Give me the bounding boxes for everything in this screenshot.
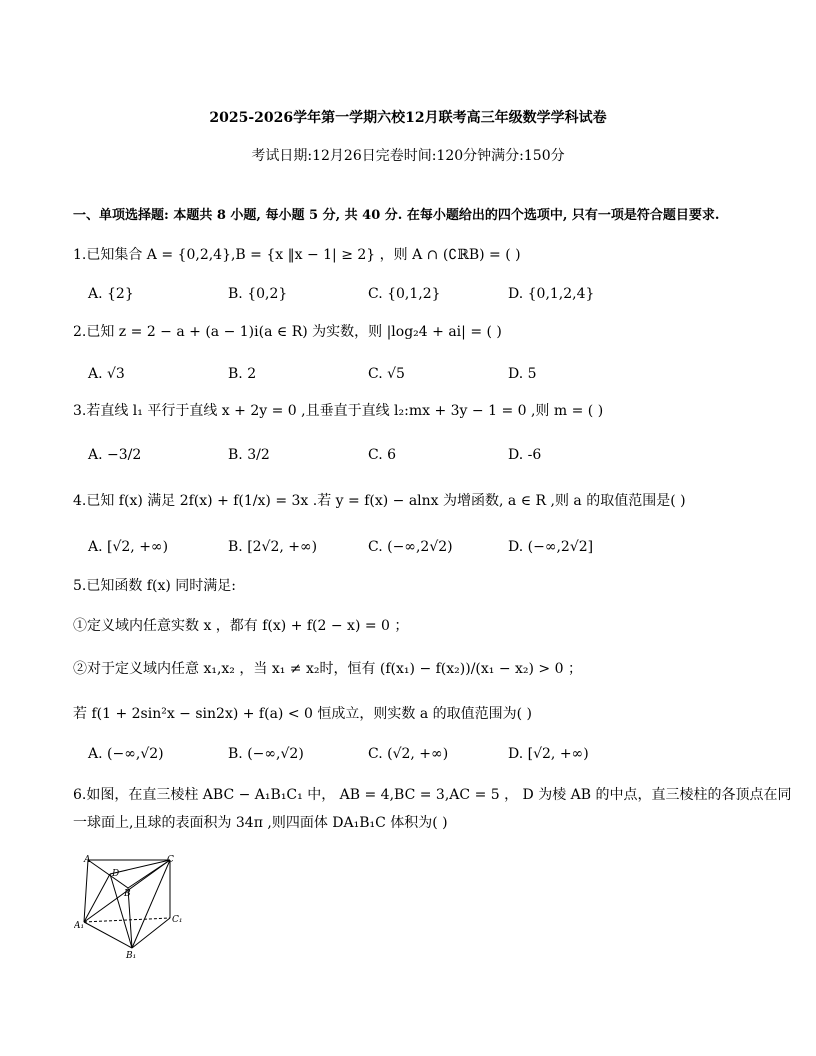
label-d: D bbox=[112, 869, 120, 879]
question-3-stem: 3.若直线 l₁ 平行于直线 x + 2y = 0 ,且垂直于直线 l₂:mx + 3y − 1 = 0 ,则 m = ( ) bbox=[73, 403, 604, 419]
q2-option-b: B. 2 bbox=[228, 366, 257, 382]
exam-subtitle: 考试日期:12月26日完卷时间:120分钟满分:150分 bbox=[251, 148, 565, 164]
label-a: A bbox=[84, 855, 91, 865]
q2-option-a: A. √3 bbox=[88, 366, 125, 382]
q1-option-a: A. {2} bbox=[88, 286, 134, 302]
q5-condition-2: ②对于定义域内任意 x₁,x₂ ，当 x₁ ≠ x₂时，恒有 (f(x₁) − f(x₂))/(x₁ − x₂) > 0 ； bbox=[73, 661, 582, 677]
label-b1: B₁ bbox=[126, 951, 137, 961]
label-a1: A₁ bbox=[74, 921, 85, 931]
question-2-stem: 2.已知 z = 2 − a + (a − 1)i(a ∈ R) 为实数，则 |log₂4 + ai| = ( ) bbox=[73, 324, 502, 340]
question-6-stem-line-2: 一球面上,且球的表面积为 34π ,则四面体 DA₁B₁C 体积为( ) bbox=[73, 815, 448, 831]
prism-figure bbox=[74, 850, 194, 962]
q3-option-d: D. -6 bbox=[508, 447, 542, 463]
q5-option-d: D. [√2, +∞) bbox=[508, 746, 589, 762]
exam-title: 2025-2026学年第一学期六校12月联考高三年级数学学科试卷 bbox=[209, 110, 607, 126]
question-1-stem: 1.已知集合 A = {0,2,4},B = {x ‖x − 1| ≥ 2} ，则 A ∩ (∁ℝB) = ( ) bbox=[73, 247, 521, 263]
q5-condition-1: ①定义域内任意实数 x ，都有 f(x) + f(2 − x) = 0 ； bbox=[73, 618, 409, 634]
q4-option-c: C. (−∞,2√2) bbox=[368, 539, 453, 555]
question-4-stem: 4.已知 f(x) 满足 2f(x) + f(1/x) = 3x .若 y = f(x) − alnx 为增函数, a ∈ R ,则 a 的取值范围是( ) bbox=[73, 493, 686, 509]
q1-option-c: C. {0,1,2} bbox=[368, 286, 441, 302]
q3-option-b: B. 3/2 bbox=[228, 447, 270, 463]
section-heading: 一、单项选择题: 本题共 8 小题, 每小题 5 分, 共 40 分. 在每小题给出的四个选项中, 只有一项是符合题目要求. bbox=[73, 208, 720, 223]
q1-option-b: B. {0,2} bbox=[228, 286, 288, 302]
label-b: B bbox=[124, 889, 131, 899]
q2-option-c: C. √5 bbox=[368, 366, 405, 382]
q3-option-c: C. 6 bbox=[368, 447, 397, 463]
q5-option-b: B. (−∞,√2) bbox=[228, 746, 304, 762]
q4-option-b: B. [2√2, +∞) bbox=[228, 539, 318, 555]
label-c: C bbox=[167, 855, 174, 865]
q5-option-c: C. (√2, +∞) bbox=[368, 746, 449, 762]
question-5-stem: 5.已知函数 f(x) 同时满足: bbox=[73, 578, 236, 594]
q4-option-a: A. [√2, +∞) bbox=[88, 539, 169, 555]
q4-option-d: D. (−∞,2√2] bbox=[508, 539, 594, 555]
q2-option-d: D. 5 bbox=[508, 366, 537, 382]
q3-option-a: A. −3/2 bbox=[88, 447, 142, 463]
question-6-stem-line-1: 6.如图，在直三棱柱 ABC − A₁B₁C₁ 中， AB = 4,BC = 3,AC = 5 ， D 为棱 AB 的中点，直三棱柱的各顶点在同 bbox=[73, 787, 792, 803]
q1-option-d: D. {0,1,2,4} bbox=[508, 286, 595, 302]
q5-option-a: A. (−∞,√2) bbox=[88, 746, 164, 762]
label-c1: C₁ bbox=[172, 915, 183, 925]
q5-condition-3: 若 f(1 + 2sin²x − sin2x) + f(a) < 0 恒成立，则实数 a 的取值范围为( ) bbox=[73, 706, 532, 722]
